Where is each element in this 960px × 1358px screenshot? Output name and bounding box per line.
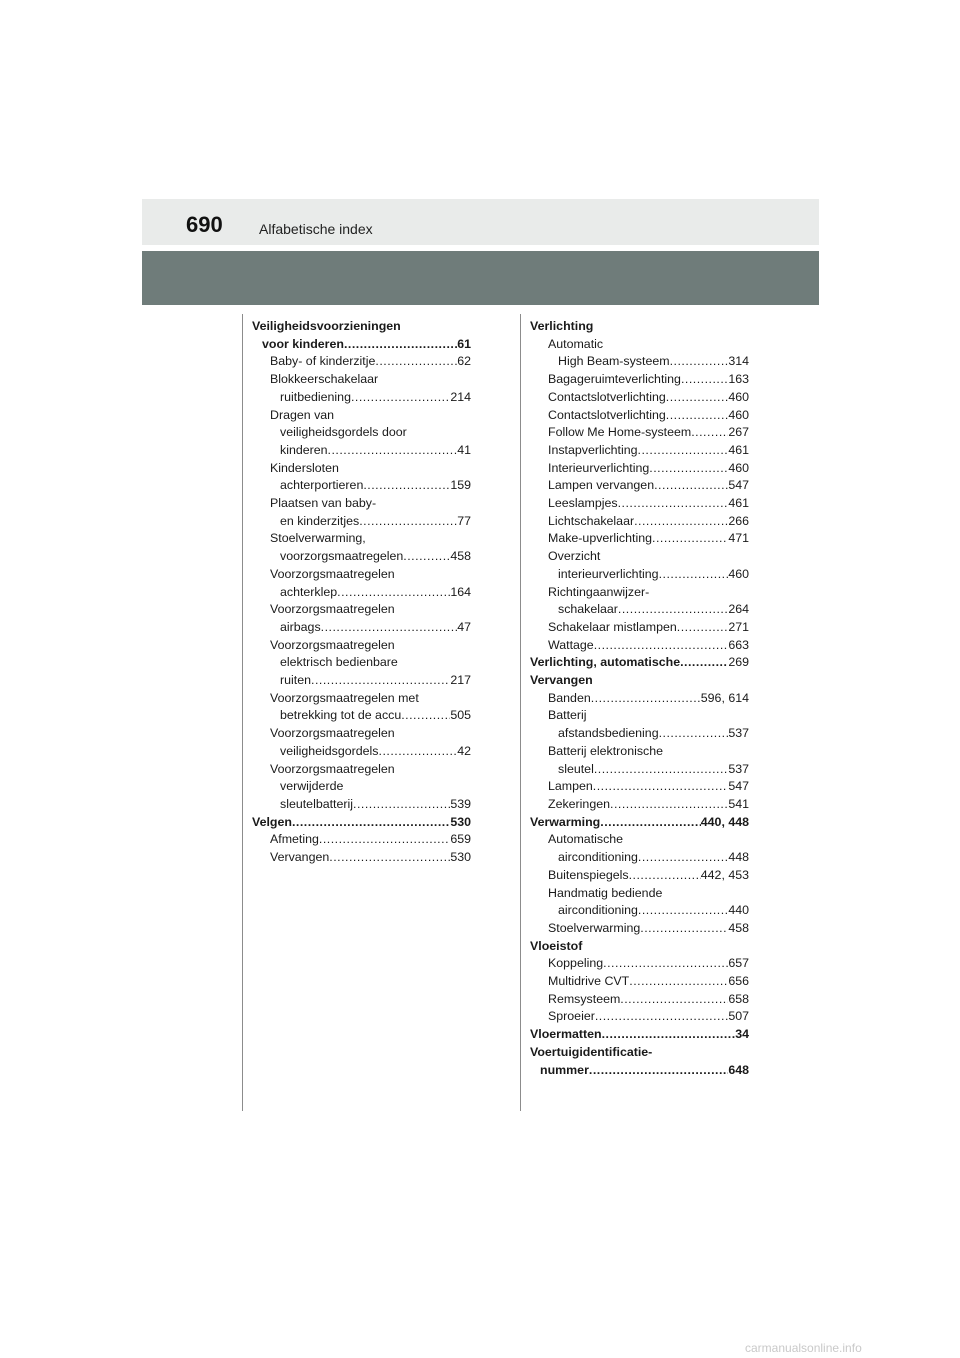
- index-entry: [252, 495, 471, 513]
- page-reference: 460: [728, 389, 749, 404]
- index-entry: [252, 548, 471, 566]
- index-entry: [530, 1044, 749, 1062]
- index-term: Koppeling: [548, 956, 604, 971]
- dot-leader: [603, 955, 728, 973]
- page-reference: 530: [450, 814, 471, 829]
- index-term: schakelaar: [558, 602, 618, 617]
- dot-leader: [649, 460, 728, 478]
- index-entry: [252, 725, 471, 743]
- index-entry: [530, 495, 749, 513]
- index-entry: [252, 690, 471, 708]
- index-entry: [530, 654, 749, 672]
- page-reference: 659: [450, 832, 471, 847]
- dot-leader: [670, 353, 729, 371]
- dot-leader: [610, 796, 728, 814]
- index-entry: [530, 831, 749, 849]
- index-entry: [252, 707, 471, 725]
- dot-leader: [595, 1008, 728, 1026]
- index-entry: [530, 1062, 749, 1080]
- index-term: sleutelbatterij: [280, 796, 354, 811]
- page-reference: 440, 448: [700, 814, 749, 829]
- index-term: Automatic: [548, 336, 604, 351]
- index-entry: [530, 601, 749, 619]
- page-reference: 547: [728, 478, 749, 493]
- index-term: Overzicht: [548, 549, 601, 564]
- index-term: Automatische: [548, 832, 624, 847]
- index-entry: [530, 442, 749, 460]
- dot-leader: [311, 672, 450, 690]
- dot-leader: [677, 619, 729, 637]
- dot-leader: [337, 584, 450, 602]
- index-term: ruiten: [280, 673, 311, 688]
- index-entry: [530, 938, 749, 956]
- index-entry: [252, 778, 471, 796]
- index-entry: [530, 318, 749, 336]
- dot-leader: [353, 796, 450, 814]
- index-entry: [530, 725, 749, 743]
- index-term: Remsysteem: [548, 991, 621, 1006]
- dot-leader: [640, 920, 728, 938]
- page-reference: 596, 614: [700, 690, 749, 705]
- index-entry: [530, 353, 749, 371]
- page-reference: 47: [457, 619, 471, 634]
- dot-leader: [591, 690, 701, 708]
- index-term: Voorzorgsmaatregelen: [270, 761, 395, 776]
- index-term: Voorzorgsmaatregelen: [270, 726, 395, 741]
- column-rule-left: [242, 314, 243, 1111]
- index-term: Make-upverlichting: [548, 531, 652, 546]
- index-term: Stoelverwarming: [548, 920, 641, 935]
- index-entry: [530, 584, 749, 602]
- page-reference: 461: [728, 496, 749, 511]
- dot-leader: [594, 637, 729, 655]
- index-entry: [530, 761, 749, 779]
- index-entry: [252, 796, 471, 814]
- index-entry: [530, 920, 749, 938]
- index-entry: [530, 991, 749, 1009]
- index-column-left: [252, 318, 471, 867]
- dot-leader: [589, 1062, 728, 1080]
- index-term: airconditioning: [558, 850, 638, 865]
- index-entry: [252, 637, 471, 655]
- dot-leader: [638, 849, 728, 867]
- index-entry: [252, 849, 471, 867]
- page-reference: 217: [450, 673, 471, 688]
- index-term: betrekking tot de accu: [280, 708, 402, 723]
- page-reference: 314: [728, 354, 749, 369]
- dot-leader: [618, 601, 728, 619]
- index-entry: [530, 778, 749, 796]
- index-term: Plaatsen van baby-: [270, 496, 377, 511]
- index-term: Schakelaar mistlampen: [548, 619, 677, 634]
- dot-leader: [638, 902, 728, 920]
- index-term: Verwarming: [530, 814, 601, 829]
- dot-leader: [691, 424, 728, 442]
- index-term: Afmeting: [270, 832, 319, 847]
- header-bar: [142, 199, 819, 245]
- index-entry: [252, 566, 471, 584]
- page-reference: 267: [728, 425, 749, 440]
- page-reference: 458: [728, 920, 749, 935]
- dot-leader: [681, 371, 728, 389]
- page-title: Alfabetische index: [259, 221, 373, 237]
- index-term: Vervangen: [270, 850, 330, 865]
- index-entry: [530, 637, 749, 655]
- page-reference: 266: [728, 513, 749, 528]
- index-entry: [530, 743, 749, 761]
- index-entry: [252, 460, 471, 478]
- index-entry: [252, 619, 471, 637]
- page-reference: 164: [450, 584, 471, 599]
- page-reference: 264: [728, 602, 749, 617]
- index-entry: [530, 424, 749, 442]
- index-term: en kinderzitjes: [280, 513, 360, 528]
- dot-leader: [363, 477, 450, 495]
- page-reference: 656: [728, 974, 749, 989]
- index-term: Multidrive CVT: [548, 974, 630, 989]
- page-reference: 541: [728, 796, 749, 811]
- index-term: Verlichting: [530, 319, 594, 333]
- dot-leader: [634, 513, 728, 531]
- index-entry: [530, 566, 749, 584]
- index-entry: [252, 672, 471, 690]
- index-term: Stoelverwarming,: [270, 531, 366, 546]
- index-entry: [252, 442, 471, 460]
- page-reference: 448: [728, 850, 749, 865]
- watermark: carmanualsonline.info: [745, 1341, 862, 1355]
- dot-leader: [620, 991, 728, 1009]
- index-entry: [530, 530, 749, 548]
- index-entry: [252, 353, 471, 371]
- index-term: Velgen: [252, 814, 292, 829]
- index-term: airconditioning: [558, 903, 638, 918]
- index-entry: [530, 389, 749, 407]
- page-reference: 471: [728, 531, 749, 546]
- index-term: airbags: [280, 619, 321, 634]
- index-term: Vloermatten: [530, 1027, 602, 1042]
- index-term: Leeslampjes: [548, 496, 618, 511]
- index-entry: [252, 743, 471, 761]
- index-term: sleutel: [558, 761, 594, 776]
- index-entry: [530, 336, 749, 354]
- index-entry: [530, 955, 749, 973]
- dot-leader: [602, 1026, 736, 1044]
- index-entry: [530, 885, 749, 903]
- index-entry: [530, 619, 749, 637]
- index-term: achterklep: [280, 584, 338, 599]
- index-term: High Beam-systeem: [558, 354, 670, 369]
- index-entry: [530, 690, 749, 708]
- index-term: Blokkeerschakelaar: [270, 372, 379, 387]
- index-term: ruitbediening: [280, 389, 351, 404]
- index-term: kinderen: [280, 442, 328, 457]
- index-term: elektrisch bedienbare: [280, 655, 398, 670]
- dot-leader: [654, 477, 728, 495]
- index-entry: [530, 796, 749, 814]
- dot-leader: [618, 495, 729, 513]
- index-term: Voorzorgsmaatregelen met: [270, 690, 419, 705]
- index-entry: [530, 867, 749, 885]
- index-term: afstandsbediening: [558, 726, 659, 741]
- page-reference: 547: [728, 779, 749, 794]
- index-entry: [252, 584, 471, 602]
- index-term: Buitenspiegels: [548, 867, 629, 882]
- dot-leader: [351, 389, 450, 407]
- page-reference: 458: [450, 549, 471, 564]
- page-reference: 62: [457, 354, 471, 369]
- index-term: Sproeier: [548, 1009, 595, 1024]
- index-entry: [252, 318, 471, 336]
- dot-leader: [359, 513, 457, 531]
- index-term: Voorzorgsmaatregelen: [270, 602, 395, 617]
- index-term: Voertuigidentificatie-: [530, 1044, 653, 1059]
- page-reference: 537: [728, 726, 749, 741]
- index-entry: [530, 477, 749, 495]
- index-term: veiligheidsgordels door: [280, 425, 407, 440]
- index-term: Dragen van: [270, 407, 335, 422]
- index-term: Interieurverlichting: [548, 460, 650, 475]
- index-term: Handmatig bediende: [548, 885, 663, 900]
- index-entry: [252, 831, 471, 849]
- index-term: Verlichting, automatische: [530, 655, 681, 670]
- page-reference: 41: [457, 442, 471, 457]
- page-reference: 460: [728, 407, 749, 422]
- page-reference: 505: [450, 708, 471, 723]
- index-term: Baby- of kinderzitje: [270, 354, 376, 369]
- dot-leader: [629, 867, 701, 885]
- index-term: Batterij elektronische: [548, 743, 664, 758]
- index-term: interieurverlichting: [558, 566, 659, 581]
- dot-leader: [666, 407, 729, 425]
- index-term: Bagageruimteverlichting: [548, 372, 681, 387]
- page-reference: 42: [457, 743, 471, 758]
- dot-leader: [375, 353, 457, 371]
- index-term: Voorzorgsmaatregelen: [270, 566, 395, 581]
- dot-leader: [659, 725, 729, 743]
- index-term: verwijderde: [280, 779, 344, 794]
- page-reference: 461: [728, 442, 749, 457]
- index-entry: [252, 389, 471, 407]
- index-entry: [252, 601, 471, 619]
- index-entry: [252, 336, 471, 354]
- index-term: Richtingaanwijzer-: [548, 584, 650, 599]
- dot-leader: [344, 336, 457, 354]
- page-reference: 61: [457, 336, 471, 351]
- index-term: Lichtschakelaar: [548, 513, 635, 528]
- dot-leader: [659, 566, 729, 584]
- index-term: Banden: [548, 690, 591, 705]
- index-entry: [530, 672, 749, 690]
- index-entry: [530, 513, 749, 531]
- page-reference: 77: [457, 513, 471, 528]
- dot-leader: [666, 389, 729, 407]
- index-entry: [252, 513, 471, 531]
- index-entry: [530, 1026, 749, 1044]
- index-entry: [252, 407, 471, 425]
- index-entry: [530, 371, 749, 389]
- page-reference: 663: [728, 637, 749, 652]
- index-term: Zekeringen: [548, 796, 610, 811]
- index-term: Vloeistof: [530, 938, 583, 953]
- index-entry: [530, 707, 749, 725]
- index-term: nummer: [540, 1062, 589, 1077]
- dot-leader: [594, 761, 728, 779]
- page-number: 690: [186, 212, 223, 237]
- page-reference: 539: [450, 796, 471, 811]
- page-reference: 163: [728, 372, 749, 387]
- page-reference: 34: [735, 1027, 749, 1042]
- page-reference: 460: [728, 460, 749, 475]
- page-reference: 530: [450, 850, 471, 865]
- page-reference: 159: [450, 478, 471, 493]
- dot-leader: [593, 778, 729, 796]
- dot-leader: [600, 814, 701, 832]
- dot-leader: [328, 442, 458, 460]
- index-term: Kindersloten: [270, 460, 339, 475]
- page-reference: 460: [728, 566, 749, 581]
- index-entry: [530, 460, 749, 478]
- index-term: voor kinderen: [262, 336, 344, 351]
- index-term: Vervangen: [530, 673, 593, 688]
- index-term: Voorzorgsmaatregelen: [270, 637, 395, 652]
- index-term: voorzorgsmaatregelen: [280, 549, 404, 564]
- index-term: Lampen vervangen: [548, 478, 655, 493]
- dot-leader: [321, 619, 458, 637]
- index-term: Veiligheidsvoorzieningen: [252, 319, 401, 333]
- index-entry: [530, 814, 749, 832]
- column-rule-right: [520, 314, 521, 1111]
- index-term: Lampen: [548, 779, 593, 794]
- index-term: achterportieren: [280, 478, 364, 493]
- index-entry: [252, 814, 471, 832]
- dot-leader: [379, 743, 458, 761]
- page-reference: 440: [728, 903, 749, 918]
- index-entry: [252, 424, 471, 442]
- index-entry: [252, 654, 471, 672]
- index-term: Wattage: [548, 637, 594, 652]
- page-reference: 214: [450, 389, 471, 404]
- index-column-right: [530, 318, 749, 1079]
- dot-leader: [319, 831, 450, 849]
- index-entry: [530, 973, 749, 991]
- dot-leader: [638, 442, 729, 460]
- page-reference: 271: [728, 619, 749, 634]
- dot-leader: [652, 530, 728, 548]
- index-term: Batterij: [548, 708, 587, 723]
- page-reference: 657: [728, 956, 749, 971]
- page-reference: 537: [728, 761, 749, 776]
- index-entry: [530, 1008, 749, 1026]
- dot-leader: [292, 814, 450, 832]
- page-reference: 442, 453: [700, 867, 749, 882]
- index-term: Instapverlichting: [548, 442, 638, 457]
- index-entry: [530, 407, 749, 425]
- index-term: Contactslotverlichting: [548, 389, 666, 404]
- index-entry: [252, 477, 471, 495]
- index-term: Follow Me Home-systeem: [548, 425, 692, 440]
- index-entry: [252, 530, 471, 548]
- index-entry: [252, 761, 471, 779]
- index-entry: [530, 548, 749, 566]
- page-reference: 269: [728, 655, 749, 670]
- index-term: Contactslotverlichting: [548, 407, 666, 422]
- dot-leader: [403, 548, 450, 566]
- index-term: veiligheidsgordels: [280, 743, 379, 758]
- page-reference: 658: [728, 991, 749, 1006]
- header-band: [142, 251, 819, 305]
- dot-leader: [629, 973, 728, 991]
- dot-leader: [680, 654, 728, 672]
- page-reference: 648: [728, 1062, 749, 1077]
- dot-leader: [401, 707, 450, 725]
- index-entry: [530, 902, 749, 920]
- page-reference: 507: [728, 1009, 749, 1024]
- index-entry: [530, 849, 749, 867]
- dot-leader: [329, 849, 450, 867]
- index-entry: [252, 371, 471, 389]
